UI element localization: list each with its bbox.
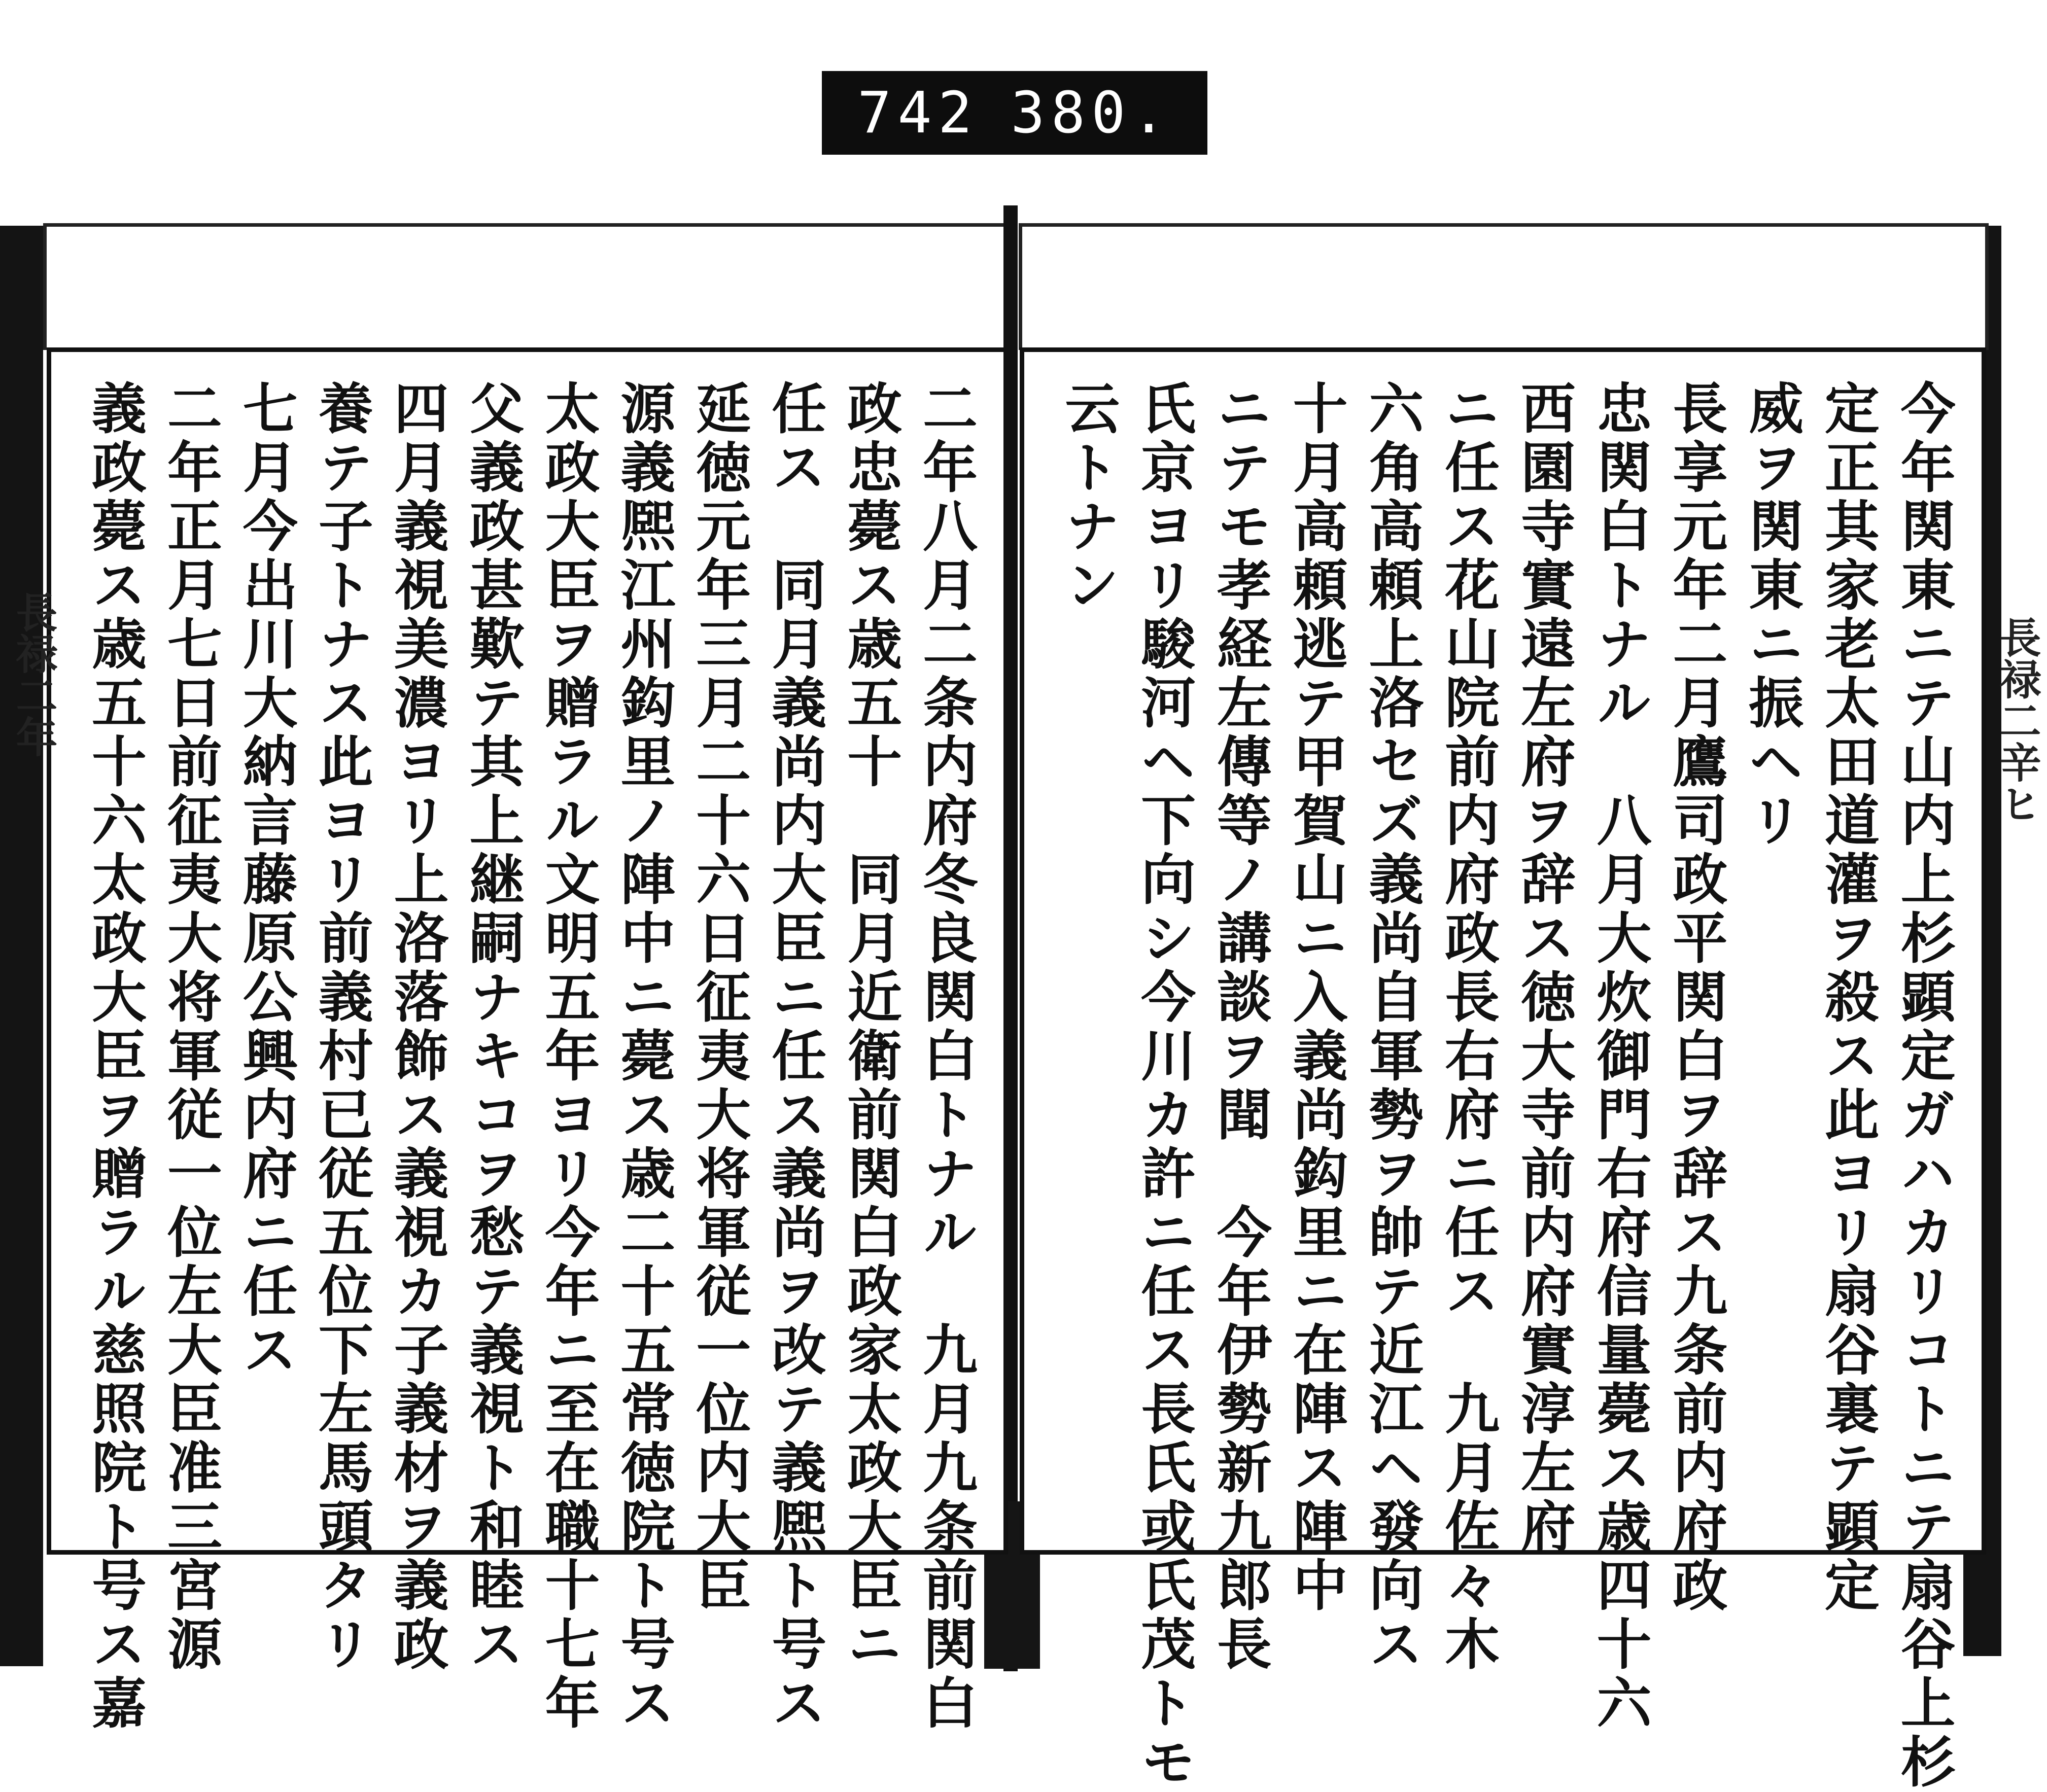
text-column: 四月義視美濃ヨリ上洛落飾ス義視カ子義材ヲ義政 (385, 380, 449, 1674)
right-page (1020, 347, 1986, 1792)
text-column: 今年関東ニテ山内上杉顕定ガハカリコトニテ扇谷上杉 (1891, 380, 1956, 1792)
text-column: 父義政甚歎テ其上継嗣ナキコヲ愁テ義視ト和睦ス (460, 380, 525, 1674)
text-column: 源義熈江州鈎里ノ陣中ニ薨ス歳二十五常徳院ト号ス (611, 380, 675, 1733)
text-column: 定正其家老太田道灌ヲ殺ス此ヨリ扇谷裏テ顕定 (1815, 380, 1880, 1615)
left-edge (0, 226, 43, 1666)
book-spread (0, 195, 2041, 1792)
text-column: 政忠薨ス歳五十 同月近衛前関白政家太政大臣ニ (838, 380, 902, 1674)
scan-label (822, 71, 1207, 155)
right-top-plate (1019, 223, 1989, 350)
text-column: 六角高頼上洛セズ義尚自軍勢ヲ帥テ近江ヘ發向ス (1359, 380, 1424, 1674)
text-column: 任ス 同月義尚内大臣ニ任ス義尚ヲ改テ義熈ト号ス (762, 380, 826, 1733)
text-column: 忠関白トナル 八月大炊御門右府信量薨ス歳四十六 (1587, 380, 1652, 1733)
text-column: 十月高頼逃テ甲賀山ニ入義尚鈎里ニ在陣ス陣中 (1283, 380, 1348, 1615)
text-column: ニテモ孝経左傳等ノ講談ヲ聞 今年伊勢新九郎長 (1207, 380, 1272, 1674)
text-column: 西園寺實遠左府ヲ辞ス徳大寺前内府實淳左府 (1511, 380, 1576, 1557)
text-column: 威ヲ関東ニ振ヘリ (1739, 380, 1803, 851)
left-margin-label: 長禄二年 (9, 591, 58, 757)
text-column: 二年正月七日前征夷大将軍従一位左大臣准三宮源 (158, 380, 222, 1674)
scan-label-left-number: 742 (857, 80, 979, 146)
text-column: 長享元年二月鷹司政平関白ヲ辞ス九条前内府政 (1663, 380, 1727, 1615)
text-column: 太政大臣ヲ贈ラル文明五年ヨリ今年ニ至在職十七年 (535, 380, 600, 1733)
text-column: 義政薨ス歳五十六太政大臣ヲ贈ラル慈照院ト号ス嘉 (82, 380, 147, 1733)
left-page (47, 347, 1008, 1733)
text-column: 延徳元年三月二十六日征夷大将軍従一位内大臣 (686, 380, 751, 1615)
text-column: 氏京ヨリ駿河ヘ下向シ今川カ許ニ任ス長氏或氏茂トモ (1131, 380, 1196, 1792)
text-column: 二年八月二条内府冬良関白トナル 九月九条前関白 (913, 380, 978, 1733)
text-column: 養テ子トナス此ヨリ前義村已従五位下左馬頭タリ (309, 380, 373, 1674)
text-column: 云トナン (1055, 380, 1120, 615)
right-margin-label: 長禄二辛ヒ (1993, 616, 2041, 824)
left-top-plate (43, 223, 1010, 350)
text-column: ニ任ス花山院前内府政長右府ニ任ス 九月佐々木 (1435, 380, 1500, 1674)
text-column: 七月今出川大納言藤原公興内府ニ任ス (233, 380, 298, 1380)
scan-label-right-number: 380. (1011, 80, 1172, 146)
